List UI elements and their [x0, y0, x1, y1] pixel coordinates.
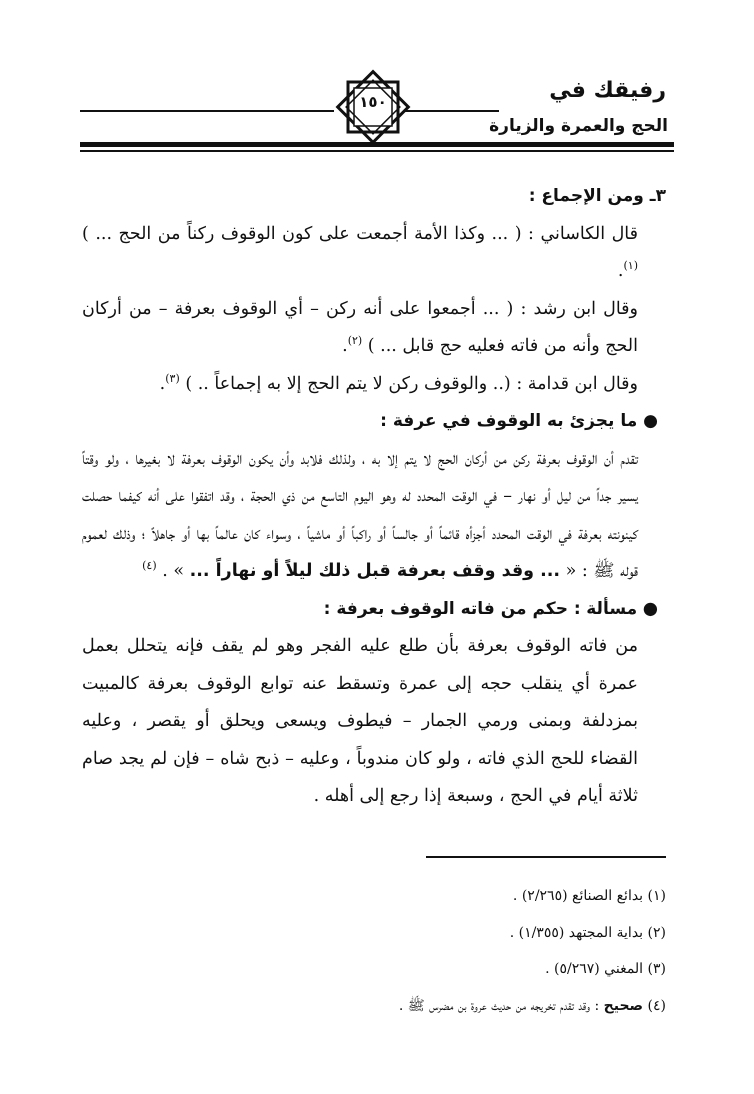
- footnote-text: بدائع الصنائع (٢/٢٦٥) .: [512, 888, 644, 904]
- page-body: [82, 178, 666, 816]
- footnote-ref-2: (٢): [347, 334, 363, 348]
- page-number: ١٥٠: [359, 93, 387, 111]
- footnote-grade: صحيح: [603, 997, 644, 1014]
- quote-kasani: قال الكاساني : ( ... وكذا الأمة أجمعت على كون الوقوف ركناً من الحج ... ): [82, 223, 638, 244]
- footnote-number: (١): [647, 888, 666, 904]
- hadith-close: » .: [162, 561, 185, 581]
- section-heading-consensus: ٣ـ ومن الإجماع :: [528, 186, 666, 206]
- footnote-ref-3: (٣): [165, 371, 180, 385]
- paragraph-ibn-qudama: وقال ابن قدامة : (.. والوقوف ركن لا يتم الحج إلا به إجماعاً .. ) $^{(٣)}$.: [159, 371, 638, 394]
- paragraph-ibn-rushd: وقال ابن رشد : ( ... أجمعوا على أنه ركن – أي الوقوف بعرفة – من أركان الحج وأنه من فاته فعليه حج قابل ... ) $^{(٢)}$.: [82, 298, 638, 356]
- footnote-4: [82, 988, 666, 1025]
- footnote-text: : وقد تقدم تخريجه من حديث عروة بن مضرس ﷺ .: [398, 997, 600, 1014]
- footnote-number: (٤): [647, 997, 666, 1014]
- book-subtitle: الحج والعمرة والزيارة: [489, 116, 668, 136]
- heading-missed-text: : حكم من فاته الوقوف بعرفة :: [323, 598, 581, 619]
- heading-sufficient-text: ما يجزئ به الوقوف في عرفة :: [380, 411, 638, 431]
- footnote-separator: [426, 856, 666, 858]
- body-sufficient: تقدم أن الوقوف بعرفة ركن من أركان الحج لا يتم إلا به ، ولذلك فلابد وأن يكون الوقوف بعرفة لا بغيرها ، ولو وقتاً يسير جداً من ليل أو نهار – في الوقت المحدد له وهو اليوم التاسع من ذي الحجة ، وقد اتفقوا على أنه كيفما حصلت كينونته بعرفة في الوقت المحدد أجزأه قائماً أو جالساً أو راكباً أو ماشياً ، وسواء كان عالماً بها أو جاهلاً ؛ وذلك لعموم قوله ﷺ : «: [82, 448, 638, 581]
- footnote-ref-1: (١): [623, 259, 638, 273]
- paragraph-sufficient: [82, 441, 666, 591]
- paragraph-kasani: قال الكاساني : ( ... وكذا الأمة أجمعت على كون الوقوف ركناً من الحج ... ) $^{(١)}$.: [82, 223, 638, 281]
- section-heading-sufficient: ● ما يجزئ به الوقوف في عرفة :: [380, 411, 658, 431]
- section-heading-missed: ● مسألة : حكم من فاته الوقوف بعرفة :: [323, 598, 658, 619]
- paragraph-missed: من فاته الوقوف بعرفة بأن طلع عليه الفجر وهو لم يقف فإنه يتحلل بعمل عمرة أي ينقلب حجه إلى عمرة وتسقط عنه توابع الوقوف بعرفة كالمبيت بمزدلفة وبمنى ورمي الجمار – فيطوف ويسعى ويحلق أو يقصر ، وعليه القضاء للحج الذي فاته ، ولو كان مندوباً ، وعليه – ذبح شاه – فإن لم يجد صام ثلاثة أيام في الحج ، وسبعة إذا رجع إلى أهله .: [82, 636, 638, 806]
- footnote-2: [82, 915, 666, 952]
- footnote-number: (٣): [647, 961, 666, 977]
- footnote-3: [82, 951, 666, 988]
- header-rule-right: [405, 110, 499, 112]
- hadith-text: ... وقد وقف بعرفة قبل ذلك ليلاً أو نهاراً ...: [189, 561, 561, 581]
- footnote-number: (٢): [647, 924, 666, 941]
- book-title: رفيقك في: [549, 78, 666, 103]
- quote-ibn-qudama: وقال ابن قدامة : (.. والوقوف ركن لا يتم الحج إلا به إجماعاً .. ): [185, 373, 638, 394]
- footnotes: [82, 878, 666, 1024]
- quote-ibn-rushd: وقال ابن رشد : ( ... أجمعوا على أنه ركن – أي الوقوف بعرفة – من أركان الحج وأنه من فاته فعليه حج قابل ... ): [82, 298, 638, 356]
- footnote-ref-4: (٤): [142, 559, 157, 573]
- footnote-1: [82, 878, 666, 915]
- footnote-text: بداية المجتهد (١/٣٥٥) .: [509, 924, 644, 941]
- page-header: [0, 0, 754, 160]
- header-rule-left: [80, 110, 334, 112]
- footnote-text: المغني (٥/٢٦٧) .: [545, 961, 644, 977]
- issue-label: مسألة: [586, 598, 638, 619]
